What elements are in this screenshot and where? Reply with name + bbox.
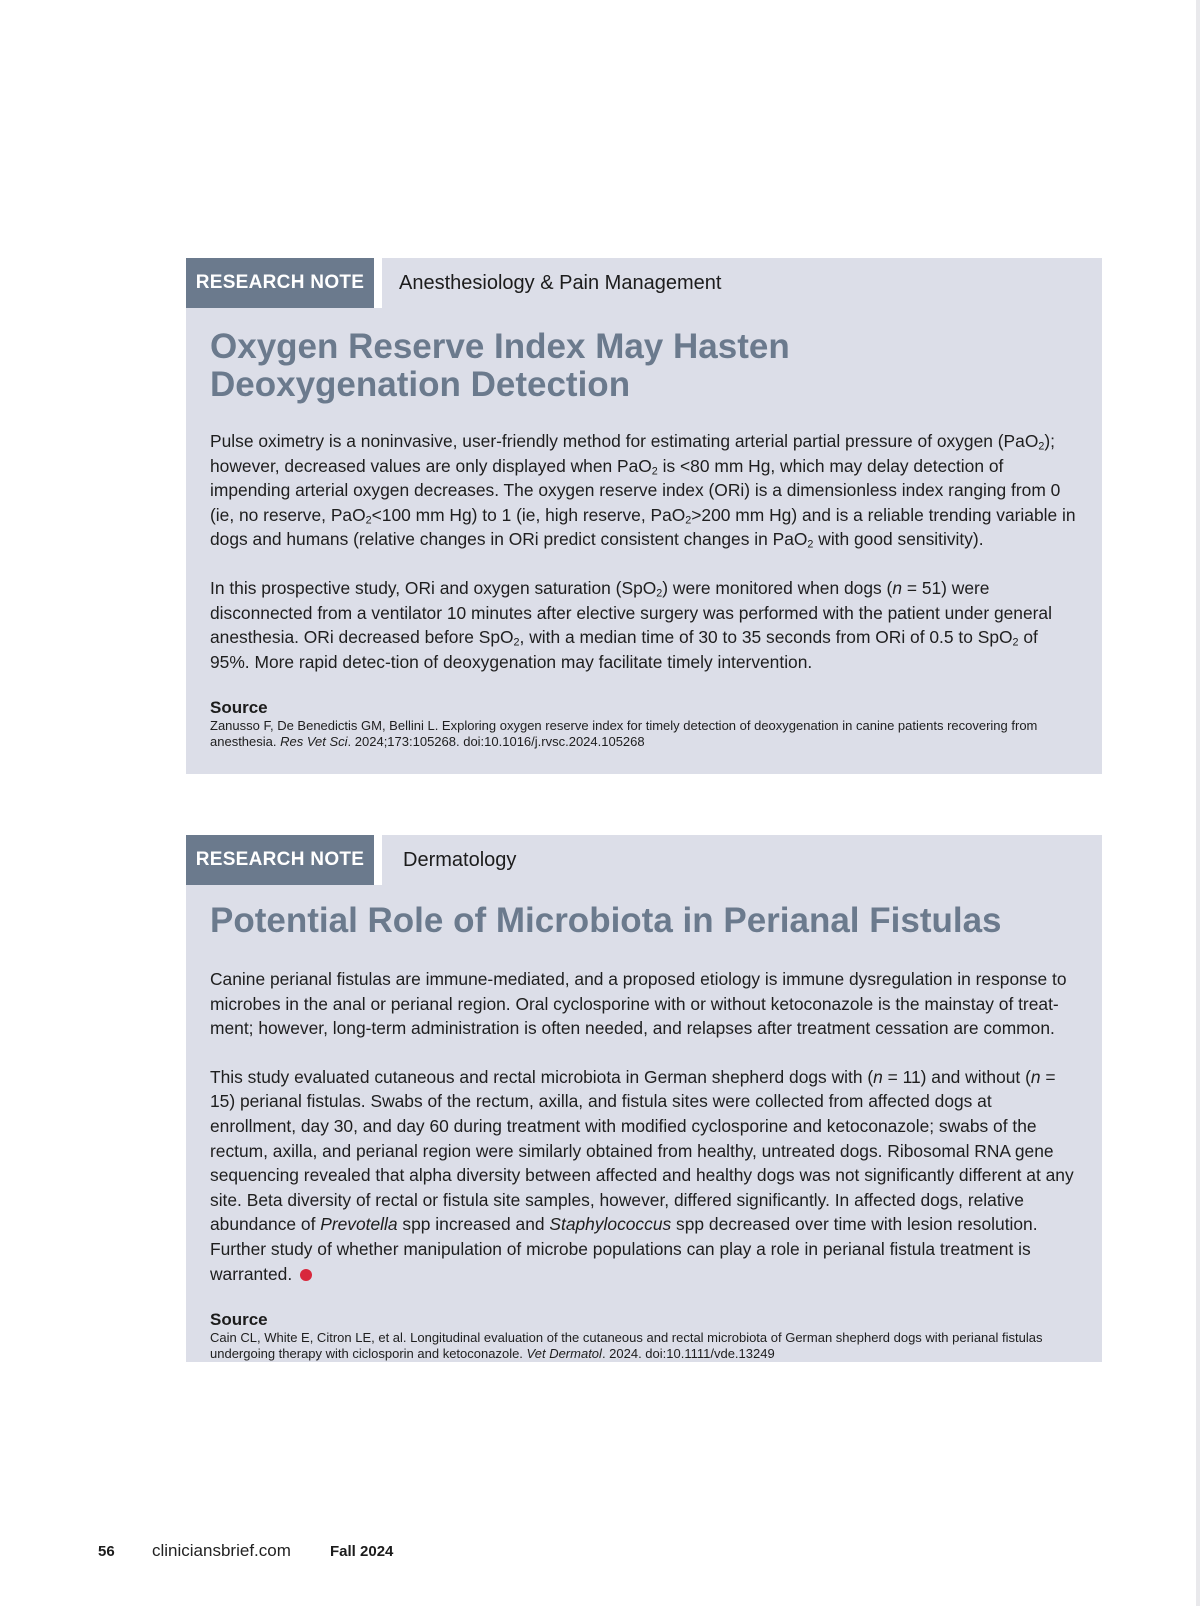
note-category: Dermatology xyxy=(403,848,517,871)
end-of-article-dot-icon xyxy=(300,1269,312,1281)
footer-issue: Fall 2024 xyxy=(330,1542,394,1560)
note-category: Anesthesiology & Pain Management xyxy=(399,271,722,294)
note-title: Potential Role of Microbiota in Perianal Fistulas xyxy=(210,901,1002,940)
note-title xyxy=(210,328,1078,404)
tag-divider xyxy=(374,258,382,308)
page-number: 56 xyxy=(98,1542,115,1560)
research-note-perianal-fistulas xyxy=(186,835,1102,1362)
source-citation: Cain CL, White E, Citron LE, et al. Longitudinal evaluation of the cutaneous and rectal microbiota of German shepherd dogs with perianal fistulas undergoing therapy with ciclosporin and ketoconazole. Vet Dermatol. 2024. doi:10.1111/vde.13249 xyxy=(210,1330,1043,1362)
research-note-tag: RESEARCH NOTE xyxy=(186,835,374,885)
tag-divider xyxy=(374,835,382,885)
note-paragraph: Canine perianal fistulas are immune-mediated, and a proposed etiology is immune dysregulation in response to microbes in the anal or perianal region. Oral cyclosporine with or without ketoconazole is the mainstay of treat-ment; however, long-term administration is often needed, and relapses after treatment cessation are common. xyxy=(210,969,1067,1039)
note-header xyxy=(186,258,1102,308)
research-note-tag: RESEARCH NOTE xyxy=(186,258,374,308)
footer-site: cliniciansbrief.com xyxy=(152,1541,291,1560)
note-paragraph: In this prospective study, ORi and oxygen saturation (SpO$_2$) were monitored when dogs (n = 51) were disconnected from a ventilator 10 minutes after elective surgery was performed with the patient under general anesthesia. ORi decreased before SpO$_2$, with a median time of 30 to 35 seconds from ORi of 0.5 to SpO$_2$ of 95%. More rapid detec-tion of deoxygenation may facilitate timely intervention. xyxy=(210,577,1052,672)
note-header xyxy=(186,835,1102,885)
source-heading: Source xyxy=(210,1310,268,1330)
note-title-line: Deoxygenation Detection xyxy=(210,365,631,404)
research-note-oxygen-reserve xyxy=(186,258,1102,774)
page-edge xyxy=(1196,0,1200,1606)
note-paragraph: This study evaluated cutaneous and rectal microbiota in German shepherd dogs with (n = 11) and without (n = 15) perianal fistulas. Swabs of the rectum, axilla, and fistula sites were collected from affected dogs at enrollment, day 30, and day 60 during treatment with modified cyclosporine and ketoconazole; swabs of the rectum, axilla, and perianal region were similarly obtained from healthy, untreated dogs. Ribosomal RNA gene sequencing revealed that alpha diversity between affected and healthy dogs was not significantly different at any site. Beta diversity of rectal or fistula site samples, however, differed significantly. In affected dogs, relative abundance of Prevotella spp increased and Staphylococcus spp decreased over time with lesion resolution. Further study of whether manipulation of microbe populations can play a role in perianal fistula treatment is warranted. xyxy=(210,1066,1074,1284)
note-title-line: Oxygen Reserve Index May Hasten xyxy=(210,327,790,366)
note-paragraph: Pulse oximetry is a noninvasive, user-friendly method for estimating arterial partial pressure of oxygen (PaO$_2$); however, decreased values are only displayed when PaO$_2$ is <80 mm Hg, which may delay detection of impending arterial oxygen decreases. The oxygen reserve index (ORi) is a dimensionless index ranging from 0 (ie, no reserve, PaO$_2$<100 mm Hg) to 1 (ie, high reserve, PaO$_2$>200 mm Hg) and is a reliable trending variable in dogs and humans (relative changes in ORi predict consistent changes in PaO$_2$ with good sensitivity). xyxy=(210,431,1076,552)
source-citation: Zanusso F, De Benedictis GM, Bellini L. Exploring oxygen reserve index for timely detection of deoxygenation in canine patients recovering from anesthesia. Res Vet Sci. 2024;173:105268. doi:10.1016/j.rvsc.2024.105268 xyxy=(210,718,1038,750)
source-heading: Source xyxy=(210,698,268,718)
